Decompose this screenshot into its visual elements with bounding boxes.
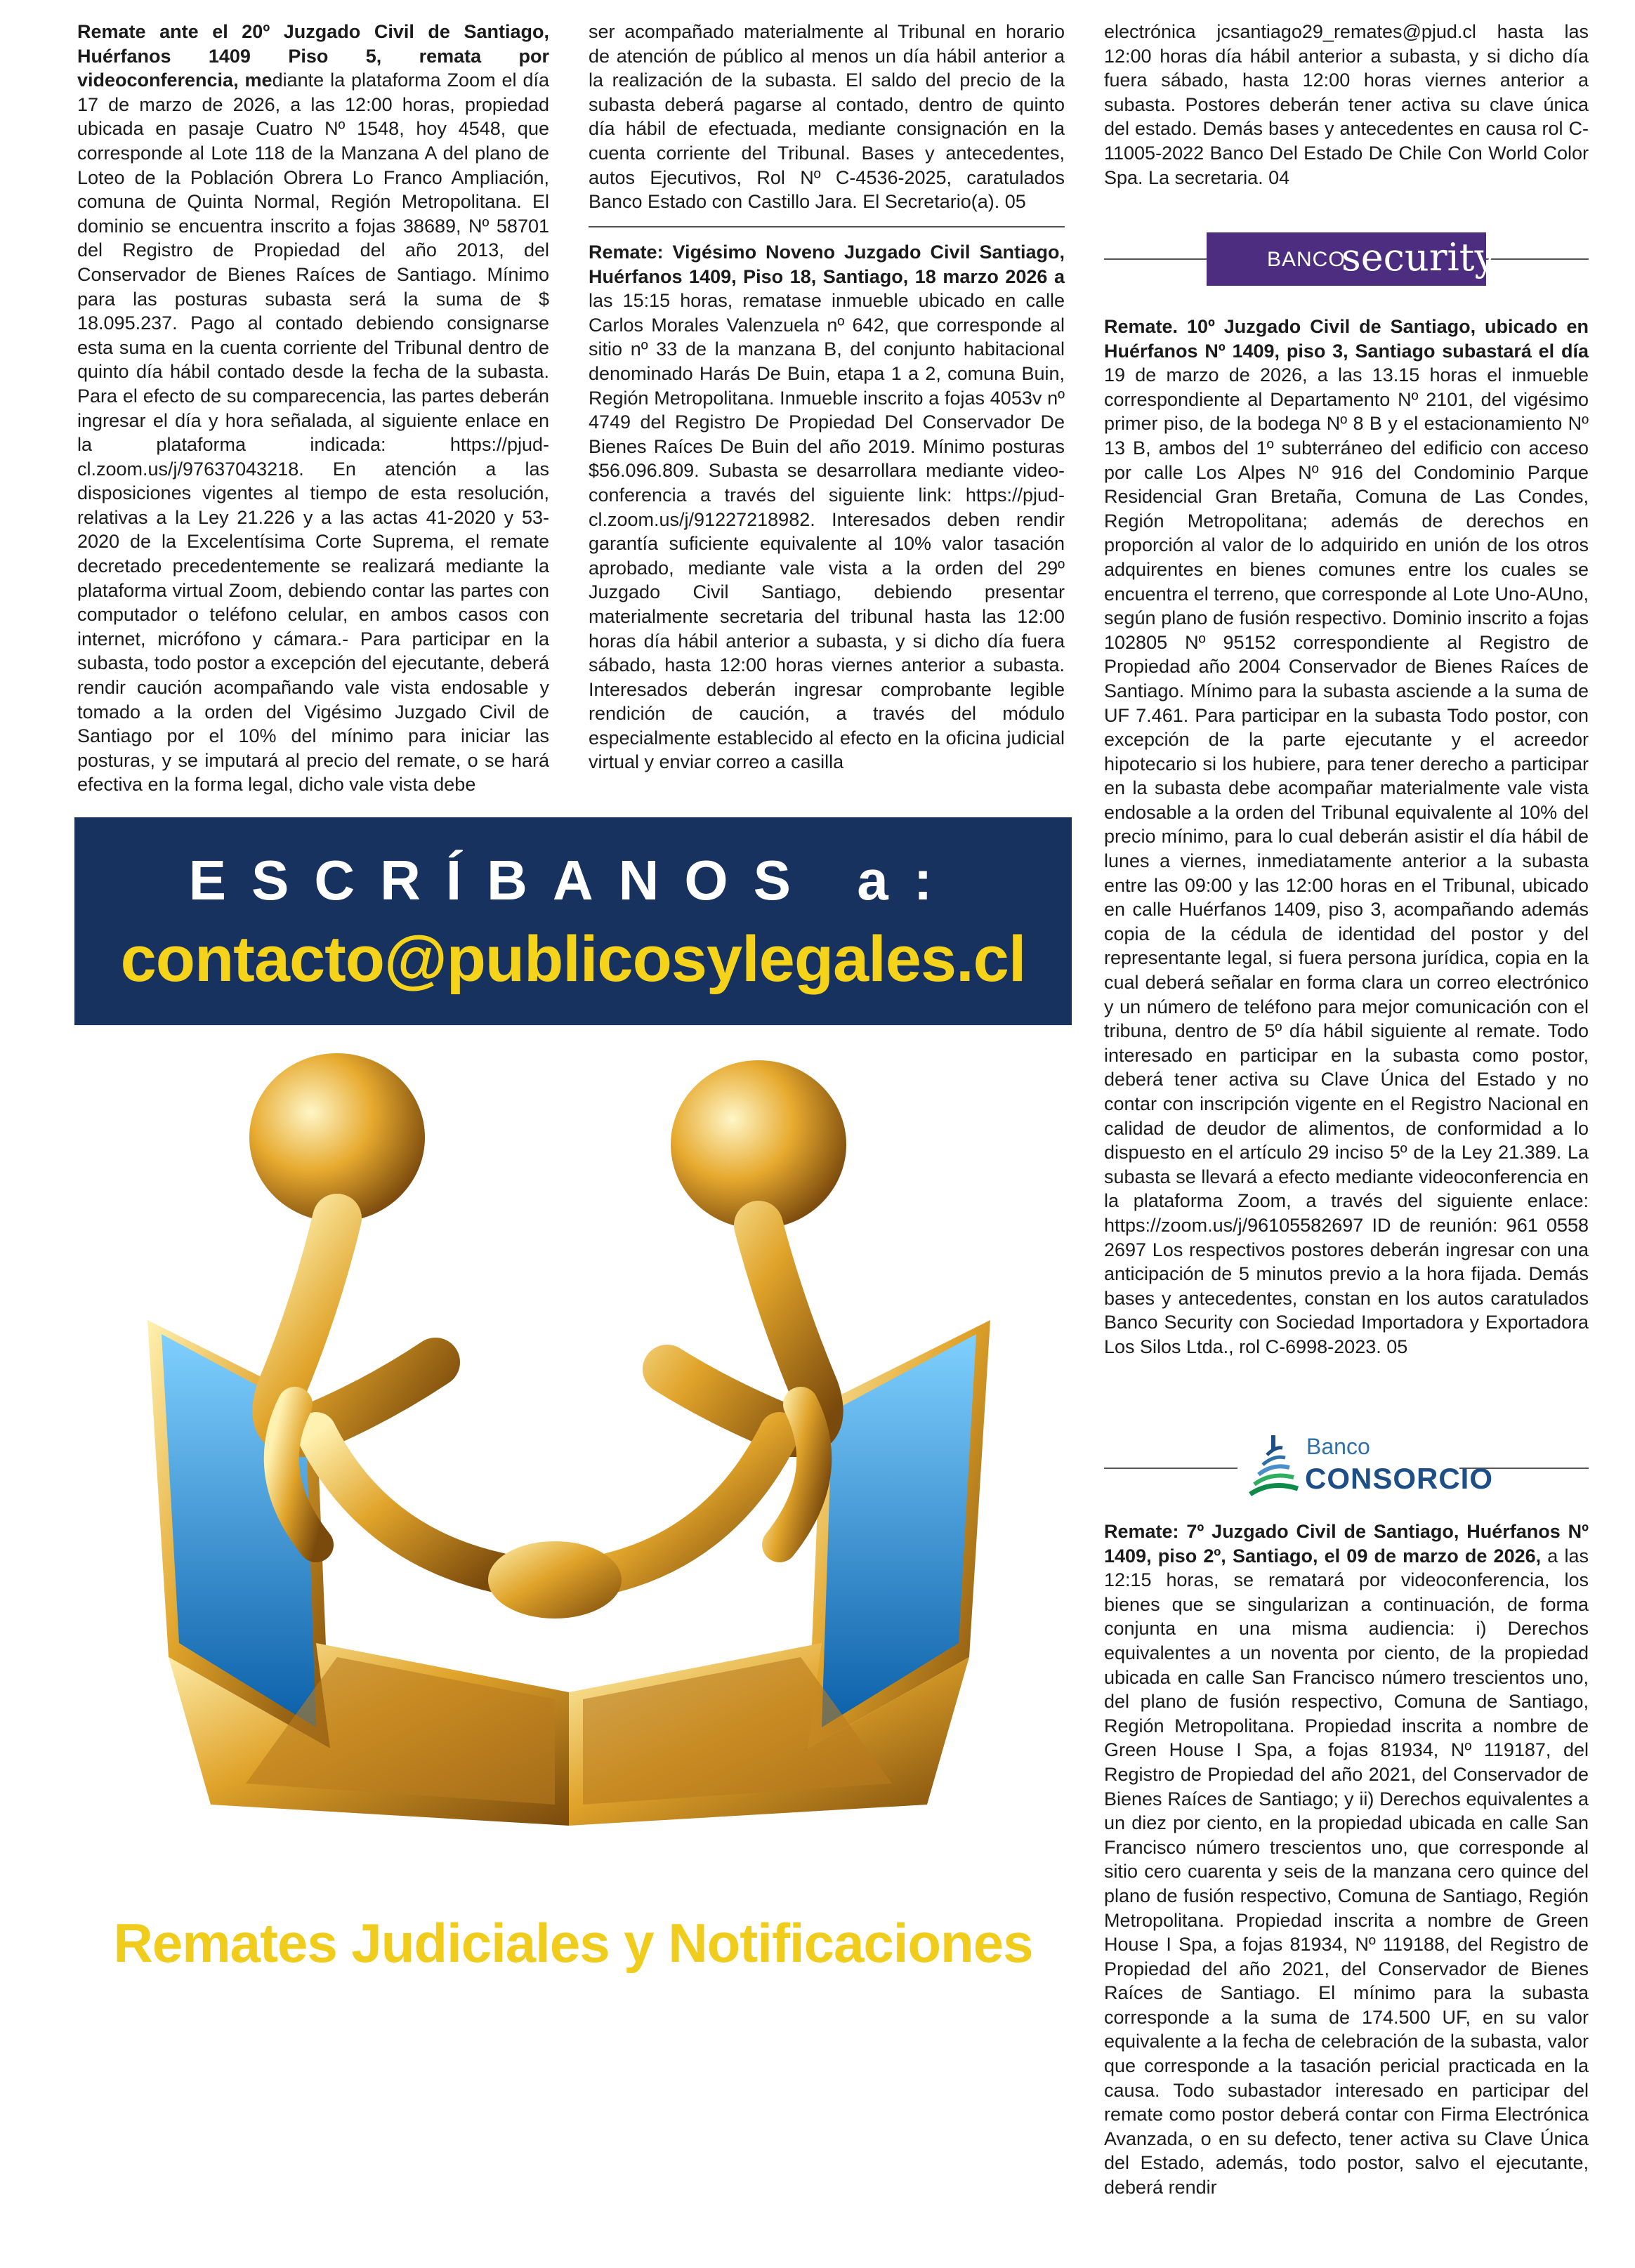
notice-heading: Remate: Vigésimo Noveno Juzgado Civil Santiago, Huérfanos 1409, Piso 18, Santiago, 18 marzo 2026 a xyxy=(589,242,1065,287)
notice-body: 19 de marzo de 2026, a las 13.15 horas el inmueble correspondiente al Departamento Nº 2101, del vigésimo primer piso, de la bodega Nº 8 B y el estacionamiento Nº 13 B, ambos del 1º subterráneo del edificio con acceso por calle Los Alpes Nº 916 del Condominio Parque Residencial Gran Bretaña, Comuna de Las Condes, Región Metropolitana; además de derechos en proporción al valor de lo adquirido en unión de los otros adquirentes en bienes comunes entre los cuales se encuentra el terreno, que corresponde al Lote Uno-AUno, según plano de fusión respectivo. Dominio inscrito a fojas 102805 Nº 95152 correspondiente al Registro de Propiedad año 2004 Conservador de Bienes Raíces de Santiago. Mínimo para la subasta asciende a la suma de UF 7.461. Para participar en la subasta Todo postor, con excepción de la parte ejecutante y el acreedor hipotecario si los hubiere, para tener derecho a participar en la subasta debe acompañar materialmente vale vista endosable a la orden del Tribunal equivalente al 10% del precio mínimo, para lo cual deberán asistir el día hábil de lunes a viernes, inmediatamente anterior a la subasta entre las 09:00 y las 12:00 horas en el Tribunal, ubicado en calle Huérfanos 1409, piso 3, acompañando además copia de la cédula de identidad del postor y del representante legal, si fuera persona jurídica, copia en la cual deberá señalar en forma clara un correo electrónico y un número de teléfono para mejor comunicación con el tribuna, dentro de 5º día hábil siguiente al remate. Todo interesado en participar en la subasta como postor, deberá tener activa su Clave Única del Estado y no contar con inscripción vigente en el Registro Nacional en calidad de deudor de alimentos, de conformidad a lo dispuesto en el artículo 29 inciso 5º de la Ley 21.389. La subasta se llevará a efecto mediante videoconferencia en la plataforma Zoom, a través del siguiente enlace: https://zoom.us/j/96105582697 ID de reunión: 961 0558 2697 Los respectivos postores deberán ingresar con una anticipación de 5 minutos previo a la hora fijada. Demás bases y antecedentes, constan en los autos caratulados Banco Security con Sociedad Importadora y Exportadora Los Silos Ltda., rol C-6998-2023. 05 xyxy=(1104,364,1589,1357)
notice-text xyxy=(589,240,1065,774)
logo-divider-right xyxy=(1486,258,1589,260)
notice-body: electrónica jcsantiago29_remates@pjud.cl hasta las 12:00 horas día hábil anterior a subasta, y si dicho día fuera sábado, hasta 12:00 horas viernes anterior a subasta. Postores deberán tener activa su clave única del estado. Demás bases y antecedentes en causa rol C-11005-2022 Banco Del Estado De Chile Con World Color Spa. La secretaria. 04 xyxy=(1104,21,1589,188)
logo-divider-left xyxy=(1104,1468,1237,1469)
notice-body: ser acompañado materialmente al Tribunal en horario de atención de público al menos un día hábil anterior a la realización de la subasta. El saldo del precio de la subasta deberá pagarse al contado, dentro de quinto día hábil de efectuada, mediante consignación en la cuenta corriente del Tribunal. Bases y antecedentes, autos Ejecutivos, Rol Nº C-4536-2025, caratulados Banco Estado con Castillo Jara. El Secretario(a). 05 xyxy=(589,21,1065,213)
notice-20-juzgado-continued xyxy=(589,20,1065,214)
logo-security-text: security xyxy=(1341,235,1496,279)
logo-banco-text: Banco xyxy=(1306,1434,1370,1459)
illustration-caption: Remates Judiciales y Notificaciones xyxy=(113,1912,1033,1974)
notice-20-juzgado xyxy=(77,20,549,797)
banner-heading: ESCRÍBANOS a: xyxy=(188,849,958,911)
contact-banner xyxy=(74,817,1072,1025)
notice-text xyxy=(1104,1519,1589,2200)
notice-body: las 15:15 horas, rematase inmueble ubicado en calle Carlos Morales Valenzuela nº 642, que corresponde al sitio nº 33 de la manzana B, del conjunto habitacional denominado Harás De Buin, etapa 1 a 2, comuna Buin, Región Metropolitana. Inmueble inscrito a fojas 4053v nº 4749 del Registro De Propiedad Del Conservador De Bienes Raíces De Buin del año 2019. Mínimo posturas $56.096.809. Subasta se desarrollara mediante video-conferencia a través del siguiente link: https://pjud-cl.zoom.us/j/91227218982. Interesados deben rendir garantía suficiente equivalente al 10% valor tasación aprobado, mediante vale vista a la orden del 29º Juzgado Civil Santiago, debiendo presentar materialmente secretaria del tribunal hasta las 12:00 horas día hábil anterior a subasta, y si dicho día fuera sábado, hasta 12:00 horas viernes anterior a subasta. Interesados deberán ingresar comprobante legible rendición de caución, a través del módulo especialmente establecido al efecto en la oficina judicial virtual y enviar correo a casilla xyxy=(589,290,1065,773)
banner-email: contacto@publicosylegales.cl xyxy=(120,923,1026,995)
handshake-laptops-illustration xyxy=(105,1039,1032,1847)
notice-text xyxy=(77,20,549,797)
logo-divider-left xyxy=(1104,258,1207,260)
notice-heading: Remate: 7º Juzgado Civil de Santiago, Huérfanos Nº 1409, piso 2º, Santiago, el 09 de marzo de 2026, xyxy=(1104,1521,1589,1567)
notice-heading: Remate ante el 20º Juzgado Civil de Santiago, Huérfanos 1409 Piso 5, remata por videoconferencia, me xyxy=(77,21,549,91)
notice-7-juzgado xyxy=(1104,1519,1589,2200)
notice-body: diante la plataforma Zoom el día 17 de marzo de 2026, a las 12:00 horas, propiedad ubicada en pasaje Cuatro Nº 1548, hoy 4548, que corresponde al Lote 118 de la Manzana A del plano de Loteo de la Población Obrera Lo Franco Ampliación, comuna de Quinta Normal, Región Metropolitana. El dominio se encuentra inscrito a fojas 38689, Nº 58701 del Registro de Propiedad del año 2013, del Conservador de Bienes Raíces de Santiago. Mínimo para las posturas subasta será la suma de $ 18.095.237. Pago al contado debiendo consignarse esta suma en la cuenta corriente del Tribunal dentro de quinto día hábil contado desde la fecha de la subasta. Para el efecto de su comparecencia, las partes deberán ingresar el día y hora señalada, al siguiente enlace en la plataforma indicada: https://pjud-cl.zoom.us/j/97637043218. En atención a las disposiciones vigentes al tiempo de esta resolución, relativas a la Ley 21.226 y a las actas 41-2020 y 53-2020 de la Excelentísima Corte Suprema, el remate decretado precedentemente se realizará mediante la plataforma virtual Zoom, debiendo contar las partes con computador o teléfono celular, en ambos casos con internet, micrófono y cámara.- Para participar en la subasta, todo postor a excepción del ejecutante, deberá rendir caución acompañando vale vista endosable y tomado a la orden del Vigésimo Juzgado Civil de Santiago por el 10% del mínimo para iniciar las posturas, y se imputará al precio del remate, o se hará efectiva en la forma legal, dicho vale vista debe xyxy=(77,70,550,796)
notice-29-juzgado-continued xyxy=(1104,20,1589,190)
notice-body: a las 12:15 horas, se rematará por videoconferencia, los bienes que se singularizan a continuación, de forma conjunta en una misma audiencia: i) Derechos equivalentes a un noventa por ciento, de la propiedad ubicada en calle San Francisco número trescientos uno, del plano de fusión respectivo, Comuna de Santiago, Región Metropolitana. Propiedad inscrita a nombre de Green House I Spa, a fojas 81934, Nº 119187, del Registro de Propiedad del año 2021, del Conservador de Bienes Raíces de Santiago; y ii) Derechos equivalentes a un diez por ciento, en la propiedad ubicada en calle San Francisco número trescientos uno, que corresponde al sitio cero cuarenta y seis de la manzana cero quince del plano de fusión respectivo, Comuna de Santiago, Región Metropolitana. Propiedad inscrita a nombre de Green House I Spa, a fojas 81934, Nº 119188, del Registro de Propiedad del año 2021, del Conservador de Bienes Raíces de Santiago. El mínimo para la subasta corresponde a la suma de 174.500 UF, en su valor equivalente a la fecha de celebración de la subasta, valor que corresponde a la tasación pericial practicada en la causa. Todo subastador interesado en participar del remate como postor deberá contar con Firma Electrónica Avanzada, o en su defecto, tener activa su Clave Única del Estado, además, todo postor, salvo el ejecutante, deberá rendir xyxy=(1104,1545,1589,2198)
handshake xyxy=(488,1541,622,1618)
notice-divider xyxy=(589,226,1065,228)
right-figure xyxy=(611,1060,846,1573)
logo-banco-text: BANCO xyxy=(1267,248,1346,271)
left-figure xyxy=(249,1053,499,1573)
notice-10-juzgado xyxy=(1104,315,1589,1359)
banco-consorcio-logo xyxy=(1243,1428,1494,1505)
notice-29-juzgado xyxy=(589,240,1065,774)
logo-consorcio-text: CONSORCIO xyxy=(1305,1462,1494,1495)
consorcio-wave-icon xyxy=(1243,1431,1302,1504)
notice-text xyxy=(1104,315,1589,1359)
notice-heading: Remate. 10º Juzgado Civil de Santiago, ubicado en Huérfanos Nº 1409, piso 3, Santiago subastará el día xyxy=(1104,316,1589,362)
banco-security-logo xyxy=(1207,232,1496,286)
